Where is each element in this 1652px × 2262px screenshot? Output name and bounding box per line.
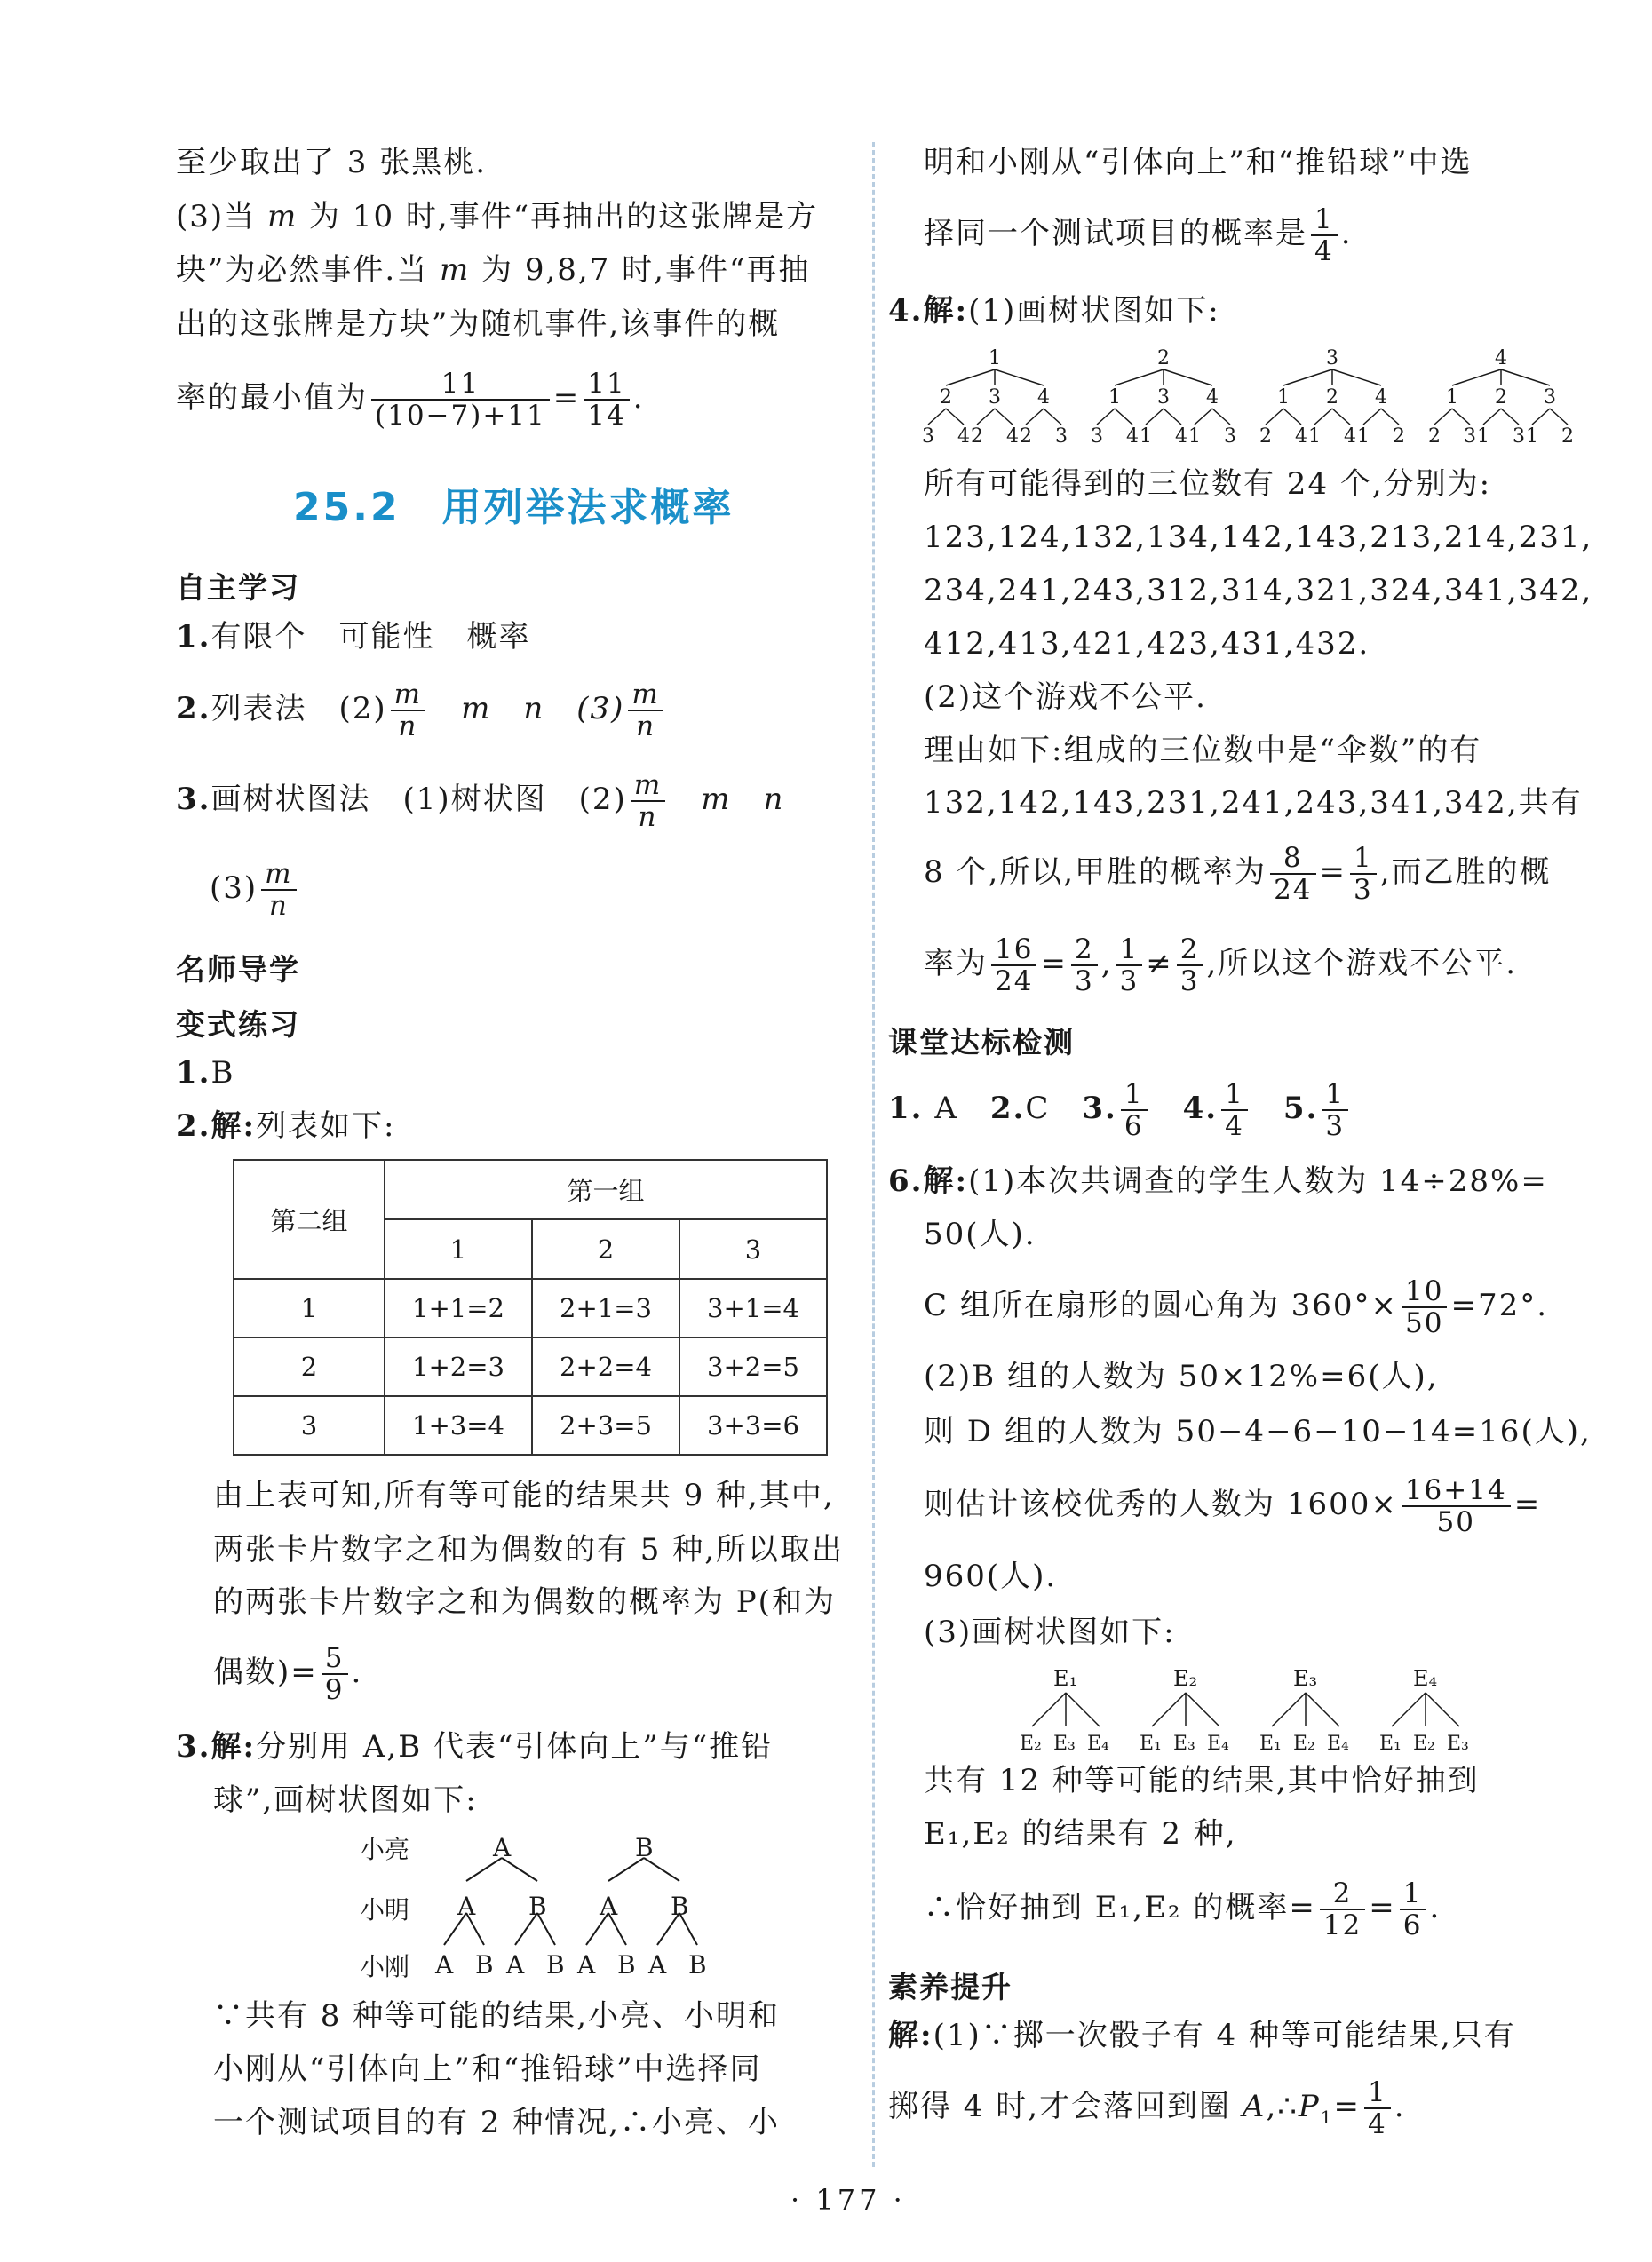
tree-node: 1 — [989, 347, 1001, 369]
text-line: (3)当 m 为 10 时,事件“再抽出的这张牌是方 — [176, 199, 819, 234]
tree-edge — [1501, 369, 1550, 385]
quiz-answers: 1. A 2.C 3. $\frac{1}{6}$ 4. $\frac{1}{4}$ 5. $\frac{1}{3}$ — [888, 1075, 1352, 1142]
tree-leaf: 3 — [1513, 425, 1525, 447]
tree-leaf: 2 — [1393, 425, 1405, 447]
fraction: $\frac{8}{24}$ — [1270, 843, 1315, 905]
tree-node: E₁ — [1053, 1666, 1078, 1691]
text-line: 50(人). — [924, 1217, 1036, 1252]
fraction: $\frac{16}{24}$ — [991, 934, 1036, 996]
tree-leaf: 2 — [1561, 425, 1574, 447]
tree-leaf: E₂ — [1020, 1733, 1042, 1755]
tree-leaf: 1 — [1188, 425, 1201, 447]
tree-edge — [995, 369, 1044, 385]
tree-edge — [1283, 369, 1332, 385]
text-line: (2)B 组的人数为 50×12%=6(人), — [924, 1359, 1439, 1394]
fraction: $\frac{1}{3}$ — [1322, 1079, 1348, 1141]
text-line: 8 个,所以,甲胜的概率为 $\frac{8}{24}$ = $\frac{1}{3}$ ,而乙胜的概 — [924, 842, 1552, 906]
table-corner: 第二组 — [234, 1160, 385, 1279]
text-line: (2)这个游戏不公平. — [924, 679, 1207, 715]
tree-edge — [1164, 409, 1181, 425]
tree-node: A — [493, 1833, 512, 1862]
tree-leaf: B — [617, 1950, 636, 1980]
tree-leaf: A — [506, 1950, 525, 1980]
fraction: $\frac{2}{3}$ — [1177, 934, 1203, 996]
text-line: 一个测试项目的有 2 种情况,∴小亮、小 — [213, 2105, 781, 2140]
tree-leaf: 2 — [971, 425, 983, 447]
text-line: 则估计该校优秀的人数为 1600× $\frac{16+14}{50}$ = — [924, 1474, 1542, 1538]
tree-node: B — [528, 1892, 547, 1921]
tree-leaf: A — [648, 1950, 667, 1980]
tree-edge — [1186, 1693, 1219, 1726]
table-row-header: 1 — [234, 1279, 385, 1337]
table-cell: 1+1=2 — [385, 1279, 532, 1337]
tree-leaf: 4 — [957, 425, 970, 447]
text-line: 择同一个测试项目的概率是 $\frac{1}{4}$ . — [924, 203, 1353, 267]
tree-node: 4 — [1037, 386, 1050, 409]
tree-edge — [1306, 1693, 1339, 1726]
table-cell: 3+3=6 — [679, 1396, 827, 1455]
heading-suyang: 素养提升 — [888, 1970, 1013, 2004]
tree-edge — [928, 409, 946, 425]
tree-edge — [1066, 1693, 1100, 1726]
tree-edge — [1195, 409, 1212, 425]
tree-leaf: 1 — [1308, 425, 1321, 447]
tree-edge — [1115, 369, 1164, 385]
tree-lines — [444, 1858, 697, 1945]
tree-leaf: B — [688, 1950, 707, 1980]
tree-leaf: A — [577, 1950, 596, 1980]
tree-node: B — [635, 1833, 654, 1862]
answer-1: 1.有限个 可能性 概率 — [176, 619, 531, 655]
page-number: · 177 · — [790, 2183, 906, 2217]
tree-edge — [1032, 1693, 1066, 1726]
text-line: 132,142,143,231,241,243,341,342,共有 — [924, 785, 1583, 821]
tree-label-xiaoming: 小明 — [360, 1895, 410, 1925]
heading-mingshi: 名师导学 — [176, 952, 300, 987]
tree-node: E₂ — [1173, 1666, 1198, 1691]
text-line: 960(人). — [924, 1559, 1058, 1594]
fraction: $\frac{1}{4}$ — [1311, 204, 1338, 266]
tree-leaf: 1 — [1357, 425, 1370, 447]
text-line: 明和小刚从“引体向上”和“推铅球”中选 — [924, 145, 1473, 180]
tree-edge — [1392, 1693, 1426, 1726]
tree-edge — [1026, 409, 1044, 425]
text-line: E₁,E₂ 的结果有 2 种, — [924, 1816, 1237, 1852]
fraction: $\frac{1}{3}$ — [1350, 843, 1377, 905]
table-col-header: 3 — [679, 1219, 827, 1279]
tree-node: A — [457, 1892, 476, 1921]
tree-edge — [1434, 409, 1452, 425]
heading-zizhu: 自主学习 — [176, 570, 300, 605]
tree-node: 3 — [989, 386, 1001, 409]
heading-bianshi: 变式练习 — [176, 1007, 300, 1042]
tree-node: E₃ — [1293, 1666, 1318, 1691]
text-line: C 组所在扇形的圆心角为 360°× $\frac{10}{50}$ =72°. — [924, 1275, 1549, 1339]
fraction: $\frac{1}{4}$ — [1221, 1079, 1248, 1141]
tree-leaf: 3 — [1055, 425, 1068, 447]
tree-edge — [1363, 409, 1381, 425]
fraction: $\frac{m}{n}$ — [631, 770, 665, 832]
table-cell: 1+3=4 — [385, 1396, 532, 1455]
text-line: 两张卡片数字之和为偶数的有 5 种,所以取出 — [213, 1532, 845, 1568]
tree-edge — [1332, 409, 1350, 425]
table-cell: 3+2=5 — [679, 1337, 827, 1396]
table-col-header: 2 — [532, 1219, 679, 1279]
tree-group — [1020, 1666, 1469, 1755]
table-row-header: 2 — [234, 1337, 385, 1396]
table-cell: 2+1=3 — [532, 1279, 679, 1337]
tree-leaf: 3 — [1464, 425, 1476, 447]
tree-label-xiaogang: 小刚 — [360, 1952, 410, 1981]
tree-edge — [1115, 409, 1132, 425]
tree-leaf: 1 — [1526, 425, 1538, 447]
text-line: 小刚从“引体向上”和“推铅球”中选择同 — [213, 2052, 762, 2087]
tree-leaf: 4 — [1344, 425, 1356, 447]
tree-edge — [995, 409, 1013, 425]
tree-leaf: E₄ — [1087, 1733, 1109, 1755]
tree-edge — [1283, 409, 1301, 425]
tree-node: 4 — [1495, 347, 1507, 369]
exercise-1: 1.B — [176, 1055, 235, 1091]
tree-edge — [1550, 409, 1568, 425]
tree-leaf: 4 — [1006, 425, 1019, 447]
tree-node: 1 — [1277, 386, 1290, 409]
fraction: $\frac{1}{6}$ — [1121, 1079, 1148, 1141]
fraction: $\frac{2}{3}$ — [1071, 934, 1098, 996]
text-line: 则 D 组的人数为 50−4−6−10−14=16(人), — [924, 1414, 1592, 1449]
table-cell: 2+3=5 — [532, 1396, 679, 1455]
tree-leaf: 2 — [1428, 425, 1441, 447]
tree-edge — [1272, 1693, 1306, 1726]
tree-leaf: E₃ — [1053, 1733, 1076, 1755]
tree-group — [922, 347, 1574, 447]
tree-edge — [1146, 409, 1164, 425]
text-line: (3)画树状图如下: — [924, 1615, 1176, 1650]
text-line: 412,413,421,423,431,432. — [924, 626, 1370, 662]
tree-node: 1 — [1446, 386, 1458, 409]
table-row — [234, 1279, 827, 1337]
text-line: 块”为必然事件.当 m 为 9,8,7 时,事件“再抽 — [176, 252, 811, 288]
text-line: 掷得 4 时,才会落回到圈 $A,\therefore P_1=$ $\frac{1}{4}$ . — [888, 2076, 1406, 2140]
fraction: $\frac{1}{4}$ — [1364, 2077, 1391, 2139]
fraction: $\frac{1}{6}$ — [1400, 1878, 1426, 1941]
table-row-header: 3 — [234, 1396, 385, 1455]
tree-leaf: 3 — [1224, 425, 1236, 447]
text-line: 出的这张牌是方块”为随机事件,该事件的概 — [176, 306, 781, 342]
text-line: 所有可能得到的三位数有 24 个,分别为: — [924, 466, 1492, 502]
tree-node: 3 — [1157, 386, 1170, 409]
text-line: 至少取出了 3 张黑桃. — [176, 145, 488, 180]
tree-node: 2 — [940, 386, 952, 409]
table-cell: 2+2=4 — [532, 1337, 679, 1396]
tree-edge — [1483, 409, 1501, 425]
exercise-3: 3.解:分别用 A,B 代表“引体向上”与“推铅 — [176, 1729, 774, 1765]
tree-node: B — [671, 1892, 689, 1921]
fraction: $\frac{m}{n}$ — [628, 679, 663, 742]
tree-edge — [1152, 1693, 1186, 1726]
tree-leaf: B — [475, 1950, 494, 1980]
sum-table — [233, 1159, 828, 1456]
tree-leaf: B — [546, 1950, 565, 1980]
tree-leaf: 4 — [1126, 425, 1139, 447]
fraction: $\frac{11}{(10-7)+11}$ — [371, 369, 550, 431]
text-line: ∵共有 8 种等可能的结果,小亮、小明和 — [213, 1998, 781, 2034]
text-line: 由上表可知,所有等可能的结果共 9 种,其中, — [213, 1478, 835, 1513]
heading-ketang: 课堂达标检测 — [888, 1025, 1075, 1060]
tree-diagram-sports — [355, 1831, 746, 1991]
tree-node: 1 — [1108, 386, 1121, 409]
tree-node: 3 — [1326, 347, 1338, 369]
tree-node: 3 — [1544, 386, 1556, 409]
tree-node: E₄ — [1413, 1666, 1438, 1691]
text-line: 偶数)= $\frac{5}{9}$ . — [213, 1642, 363, 1706]
tree-edge — [977, 409, 995, 425]
column-divider — [872, 142, 875, 2167]
section-title: 25.2 用列举法求概率 — [293, 485, 735, 530]
table-col-header: 1 — [385, 1219, 532, 1279]
tree-leaf: A — [435, 1950, 454, 1980]
tree-diagram-digits — [910, 345, 1594, 447]
tree-edge — [1044, 409, 1061, 425]
fraction: $\frac{1}{3}$ — [1116, 934, 1143, 996]
table-row — [234, 1337, 827, 1396]
tree-leaf: 1 — [1140, 425, 1152, 447]
exercise-6: 6.解:(1)本次共调查的学生人数为 14÷28%= — [888, 1163, 1548, 1199]
tree-edge — [1266, 409, 1283, 425]
tree-leaf: E₁ — [1379, 1733, 1402, 1755]
table-row — [234, 1396, 827, 1455]
text-line: 解:(1)∵掷一次骰子有 4 种等可能结果,只有 — [888, 2018, 1516, 2053]
text-line: 球”,画树状图如下: — [213, 1782, 478, 1818]
tree-edge — [1452, 369, 1501, 385]
tree-node: A — [600, 1892, 618, 1921]
tree-edge — [1532, 409, 1550, 425]
tree-edge — [1164, 369, 1212, 385]
tree-node: 2 — [1326, 386, 1338, 409]
tree-edge — [1452, 409, 1470, 425]
tree-leaf: E₁ — [1259, 1733, 1282, 1755]
text-line: ∴恰好抽到 E₁,E₂ 的概率= $\frac{2}{12}$ = $\frac{1}{6}$ . — [924, 1877, 1442, 1941]
text-line: 共有 12 种等可能的结果,其中恰好抽到 — [924, 1763, 1480, 1798]
text-line: 的两张卡片数字之和为偶数的概率为 P(和为 — [213, 1584, 836, 1620]
tree-edge — [1212, 409, 1230, 425]
tree-edge — [946, 409, 964, 425]
fraction: $\frac{m}{n}$ — [261, 859, 296, 921]
tree-leaf: E₃ — [1173, 1733, 1195, 1755]
tree-leaf: E₃ — [1447, 1733, 1469, 1755]
tree-leaf: E₄ — [1207, 1733, 1229, 1755]
tree-edge — [946, 369, 995, 385]
exercise-2: 2.解:列表如下: — [176, 1108, 396, 1144]
text-line: 理由如下:组成的三位数中是“伞数”的有 — [924, 733, 1482, 768]
tree-leaf: 3 — [1091, 425, 1103, 447]
fraction: $\frac{5}{9}$ — [322, 1643, 348, 1705]
tree-edge — [1097, 409, 1115, 425]
tree-leaf: 4 — [1175, 425, 1187, 447]
table-cell: 1+2=3 — [385, 1337, 532, 1396]
tree-node: 4 — [1206, 386, 1219, 409]
tree-node: 2 — [1495, 386, 1507, 409]
tree-node: 4 — [1375, 386, 1387, 409]
tree-label-xiaoliang: 小亮 — [360, 1835, 410, 1864]
table-header-top: 第一组 — [385, 1160, 827, 1219]
text-line: 234,241,243,312,314,321,324,341,342, — [924, 573, 1593, 608]
answer-2: 2.列表法 (2) $\frac{m}{n}$ m n (3) $\frac{m}{n}$ — [176, 675, 667, 742]
tree-leaf: E₂ — [1413, 1733, 1435, 1755]
tree-edge — [1501, 409, 1519, 425]
tree-leaf: E₁ — [1140, 1733, 1162, 1755]
tree-leaf: E₄ — [1327, 1733, 1349, 1755]
fraction: $\frac{11}{14}$ — [584, 369, 629, 431]
exercise-4: 4.解:(1)画树状图如下: — [888, 293, 1220, 329]
fraction: $\frac{m}{n}$ — [391, 679, 425, 742]
fraction: $\frac{16+14}{50}$ — [1402, 1475, 1511, 1537]
answer-3: 3.画树状图法 (1)树状图 (2) $\frac{m}{n}$ m n — [176, 769, 785, 833]
tree-diagram-e — [1013, 1663, 1492, 1760]
fraction: $\frac{10}{50}$ — [1402, 1276, 1447, 1338]
text-line: 率为 $\frac{16}{24}$ = $\frac{2}{3}$ , $\frac{1}{3}$ ≠ $\frac{2}{3}$ ,所以这个游戏不公平. — [924, 933, 1518, 997]
tree-edge — [1426, 1693, 1459, 1726]
tree-leaf: 4 — [1295, 425, 1307, 447]
fraction: $\frac{2}{12}$ — [1320, 1878, 1365, 1941]
tree-node: 2 — [1157, 347, 1170, 369]
table-cell: 3+1=4 — [679, 1279, 827, 1337]
tree-leaf: 2 — [1259, 425, 1272, 447]
tree-edge — [1332, 369, 1381, 385]
tree-leaf: 2 — [1020, 425, 1032, 447]
tree-edge — [1381, 409, 1399, 425]
text-line: 123,124,132,134,142,143,213,214,231, — [924, 520, 1593, 555]
tree-leaf: E₂ — [1293, 1733, 1315, 1755]
answer-3-part3: (3) $\frac{m}{n}$ — [210, 854, 300, 922]
tree-leaf: 3 — [922, 425, 934, 447]
text-line: 率的最小值为 $\frac{11}{(10-7)+11}$ = $\frac{11}{14}$ . — [176, 368, 645, 432]
tree-edge — [1314, 409, 1332, 425]
tree-leaf: 1 — [1477, 425, 1489, 447]
